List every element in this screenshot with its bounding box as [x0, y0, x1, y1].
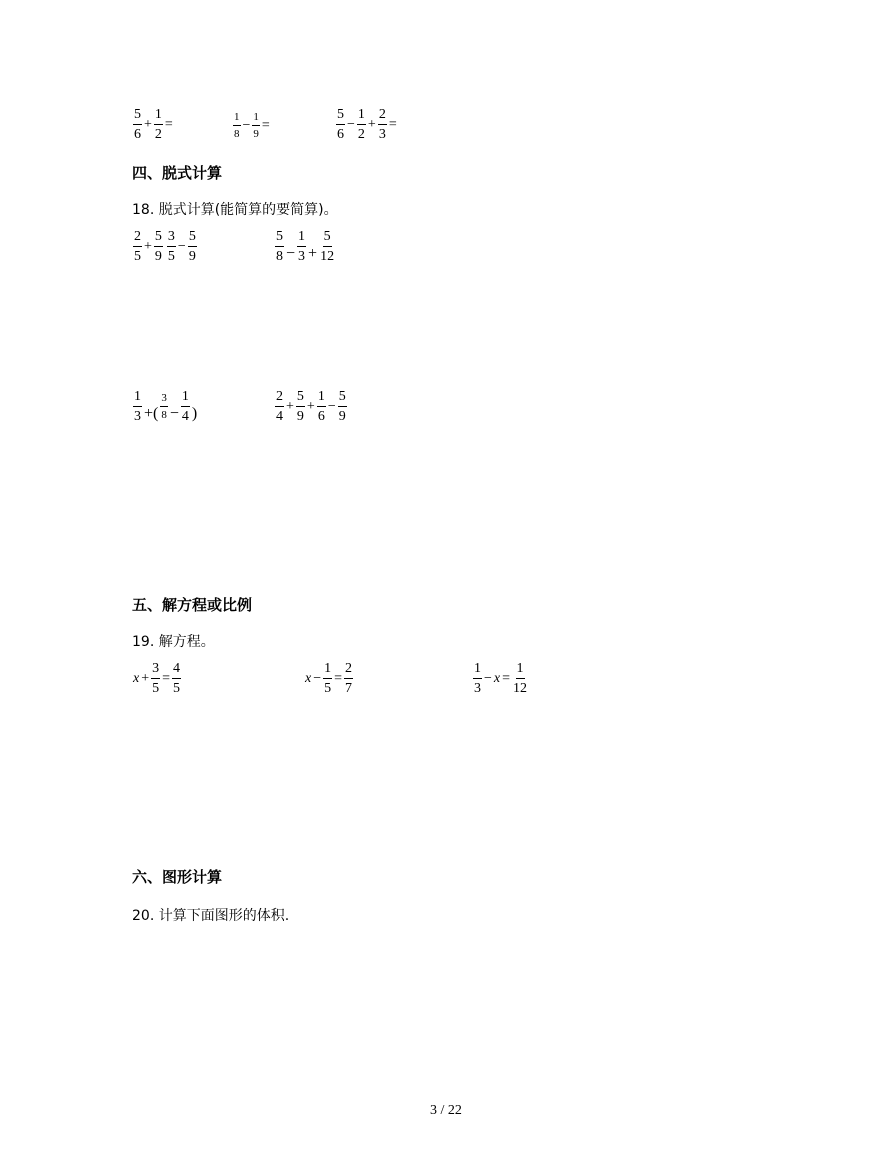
fraction-numerator: 2	[133, 230, 142, 247]
operator: −	[169, 405, 179, 423]
fraction-numerator: 1	[252, 112, 260, 126]
fraction-numerator: 5	[323, 230, 332, 247]
operator: +	[144, 239, 152, 254]
section-heading: 六、图形计算	[132, 868, 223, 886]
operator: +	[144, 117, 152, 132]
fraction	[188, 230, 197, 264]
operator: )	[191, 405, 198, 423]
fraction-denominator: 4	[276, 409, 283, 424]
fraction-numerator: 5	[296, 390, 305, 407]
operator: −	[484, 671, 492, 686]
operator: −	[242, 118, 251, 133]
fraction	[317, 390, 326, 424]
fraction-denominator: 9	[253, 128, 259, 140]
operator: +	[308, 245, 318, 263]
fraction	[151, 662, 160, 696]
fraction-denominator: 6	[134, 127, 141, 142]
question-text: 20. 计算下面图形的体积.	[132, 908, 290, 924]
fraction-numerator: 2	[344, 662, 353, 679]
fraction-denominator: 5	[134, 249, 141, 264]
fraction-denominator: 6	[317, 409, 325, 424]
operator: =	[334, 671, 343, 686]
fraction	[344, 662, 353, 696]
fraction-numerator: 3	[151, 662, 160, 679]
fraction	[133, 108, 142, 142]
operator: −	[286, 245, 296, 263]
fraction-numerator: 5	[154, 230, 163, 247]
variable: x	[133, 671, 140, 686]
section-heading: 四、脱式计算	[132, 164, 223, 182]
expression-row	[132, 230, 198, 264]
equation-row	[304, 662, 354, 696]
fraction-denominator: 6	[337, 127, 344, 142]
operator: +	[141, 671, 150, 686]
fraction	[252, 112, 260, 140]
fraction	[172, 662, 181, 696]
fraction-numerator: 1	[323, 662, 332, 679]
fraction	[167, 230, 176, 264]
fraction	[133, 390, 142, 424]
fraction-denominator: 2	[154, 127, 162, 142]
operator: =	[388, 117, 397, 132]
fraction	[233, 112, 241, 140]
equation-row	[132, 662, 182, 696]
fraction	[357, 108, 366, 142]
operator: =	[164, 117, 173, 132]
equation-row	[472, 662, 529, 696]
fraction	[154, 108, 163, 142]
fraction-denominator: 3	[474, 681, 481, 696]
fraction-denominator: 8	[234, 128, 240, 140]
operator: =	[162, 671, 171, 686]
section-heading: 五、解方程或比例	[132, 596, 253, 614]
expression-row	[132, 108, 174, 142]
fraction	[160, 393, 168, 421]
fraction-denominator: 5	[173, 681, 181, 696]
fraction-denominator: 7	[345, 681, 353, 696]
fraction	[181, 390, 190, 424]
fraction-denominator: 5	[167, 249, 175, 264]
fraction-denominator: 3	[378, 127, 386, 142]
fraction-denominator: 5	[324, 681, 332, 696]
fraction-denominator: 9	[338, 409, 346, 424]
operator: −	[327, 399, 336, 414]
fraction-numerator: 1	[233, 112, 241, 126]
fraction	[319, 230, 335, 264]
operator: −	[347, 117, 355, 132]
expression-row	[132, 390, 198, 424]
fraction	[296, 390, 305, 424]
fraction	[512, 662, 528, 696]
expression-row	[274, 230, 336, 264]
fraction	[275, 390, 284, 424]
fraction-numerator: 4	[172, 662, 181, 679]
fraction-denominator: 5	[152, 681, 160, 696]
fraction-numerator: 3	[160, 393, 168, 407]
fraction-denominator: 2	[357, 127, 365, 142]
fraction-numerator: 2	[378, 108, 387, 125]
variable: x	[493, 671, 501, 686]
operator: +(	[144, 405, 159, 423]
fraction	[338, 390, 347, 424]
fraction-numerator: 1	[181, 390, 190, 407]
question-text: 18. 脱式计算(能简算的要简算)。	[132, 202, 338, 218]
fraction	[323, 662, 332, 696]
fraction-denominator: 12	[320, 249, 335, 264]
fraction	[378, 108, 387, 142]
fraction-numerator: 1	[297, 230, 306, 247]
fraction-numerator: 1	[357, 108, 366, 125]
fraction-denominator: 9	[154, 249, 162, 264]
expression-row	[335, 108, 398, 142]
fraction	[275, 230, 284, 264]
fraction-numerator: 5	[338, 390, 347, 407]
operator: +	[367, 117, 376, 132]
fraction-numerator: 5	[188, 230, 197, 247]
operator: =	[261, 118, 270, 133]
question-text: 19. 解方程。	[132, 634, 215, 650]
fraction-numerator: 5	[133, 108, 142, 125]
expression-row	[232, 112, 271, 140]
fraction	[133, 230, 142, 264]
fraction	[473, 662, 482, 696]
fraction-numerator: 3	[167, 230, 176, 247]
fraction-numerator: 1	[473, 662, 482, 679]
fraction-denominator: 3	[298, 249, 306, 264]
fraction	[297, 230, 306, 264]
fraction-numerator: 1	[317, 390, 326, 407]
fraction-denominator: 8	[161, 409, 167, 421]
fraction-denominator: 8	[276, 249, 283, 264]
expression-row	[274, 390, 348, 424]
fraction-numerator: 5	[275, 230, 284, 247]
fraction-denominator: 3	[134, 409, 141, 424]
operator: −	[313, 671, 322, 686]
fraction	[154, 230, 163, 264]
fraction-denominator: 4	[181, 409, 189, 424]
fraction-numerator: 2	[275, 390, 284, 407]
fraction-numerator: 1	[516, 662, 525, 679]
operator: =	[502, 671, 511, 686]
variable: x	[305, 671, 312, 686]
operator: +	[286, 399, 294, 414]
fraction-denominator: 9	[188, 249, 196, 264]
fraction-numerator: 5	[336, 108, 345, 125]
operator: −	[177, 239, 186, 254]
operator: +	[306, 399, 315, 414]
page-number: 3 / 22	[430, 1103, 462, 1118]
fraction-denominator: 12	[513, 681, 528, 696]
fraction-numerator: 1	[154, 108, 163, 125]
fraction-denominator: 9	[296, 409, 304, 424]
fraction-numerator: 1	[133, 390, 142, 407]
fraction	[336, 108, 345, 142]
